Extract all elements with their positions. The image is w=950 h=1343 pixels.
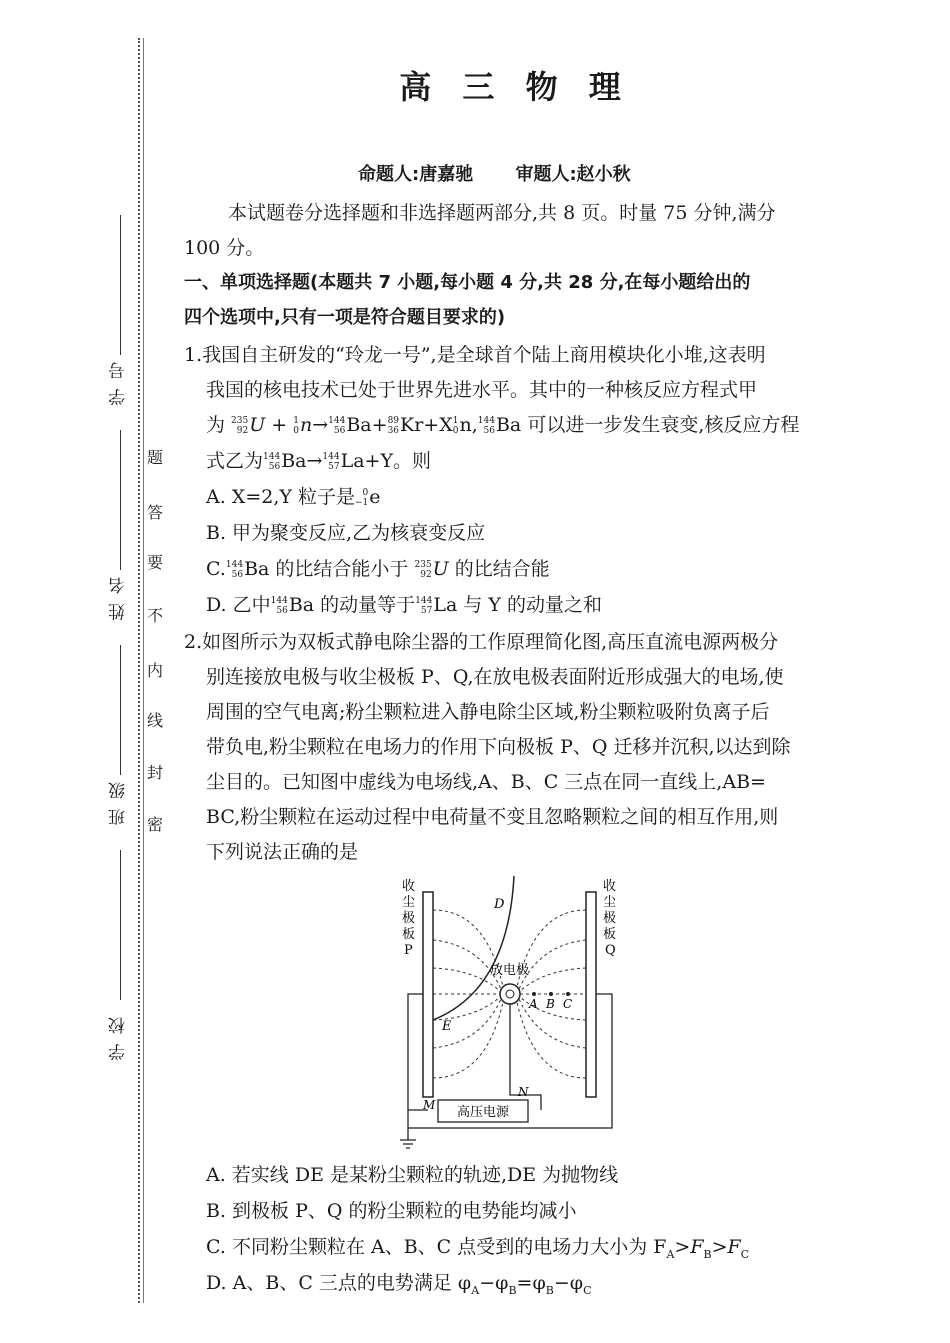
q2-line: 别连接放电极与收尘极板 P、Q,在放电极表面附近形成强大的电场,使 (206, 666, 784, 688)
text: 的比结合能小于 (269, 558, 415, 580)
nuclide-sup-sub: 1 0 (452, 416, 459, 436)
electrostatic-precipitator-figure (396, 870, 636, 1154)
label-char: 收 (402, 879, 416, 894)
seal-char: 线 (147, 711, 164, 730)
q2-line: 周围的空气电离;粉尘颗粒进入静电除尘区域,粉尘颗粒吸附负离子后 (206, 701, 770, 723)
point-d-label: D (494, 897, 505, 912)
label-char: 收 (603, 879, 617, 894)
nuclide-sup-sub: 144 56 (225, 560, 244, 580)
label-char: P (404, 943, 413, 958)
text: , (471, 414, 478, 436)
xuexiao-blank (120, 850, 121, 1000)
section-heading (184, 268, 750, 294)
xingming-blank (120, 430, 121, 570)
nuclide-sup-sub: 235 92 (414, 560, 432, 580)
nuclide-sup-sub: 0 −1 (354, 488, 369, 508)
label-char: 板 (603, 927, 617, 942)
nuclide-sup-sub: 144 57 (415, 596, 433, 616)
binding-solid-line (143, 38, 144, 1303)
q2-option-c: C. 不同粉尘颗粒在 A、B、C 点受到的电场力大小为 $F_A>F_B>F_C$ (206, 1236, 750, 1261)
text: 为 (206, 414, 232, 436)
seal-char: 要 (147, 553, 164, 572)
plate-p-label (402, 878, 415, 958)
text: 可以进一步发生衰变,核反应方程 (527, 414, 800, 436)
q1-equation-line: 为 235 92 U + 1 0 n→ 144 56 Ba+ 89 36 Kr+X 1 0 n, 144 56 Ba 可以进一步发生衰变,核反应方程 (206, 414, 800, 436)
q2-line: 尘目的。已知图中虚线为电场线,A、B、C 三点在同一直线上,AB= (206, 771, 766, 793)
seal-char: 不 (147, 606, 164, 625)
power-supply-label: 高压电源 (456, 1105, 510, 1120)
q2-option-a: A. 若实线 DE 是某粉尘颗粒的轨迹,DE 为抛物线 (206, 1164, 619, 1186)
point-c (566, 992, 570, 996)
q2-line: 下列说法正确的是 (206, 841, 359, 863)
point-m-label: M (423, 1098, 436, 1112)
q2-option-d: D. A、B、C 三点的电势满足 $\varphi_A-\varphi_B=\varphi_B-\varphi_C$ (206, 1272, 592, 1297)
intro-line: 100 分。 (184, 237, 265, 259)
q2-line: 2.如图所示为双板式静电除尘器的工作原理简化图,高压直流电源两极分 (184, 631, 779, 653)
seal-char: 封 (147, 763, 164, 782)
nuclide-sup-sub: 144 56 (263, 452, 281, 472)
discharge-electrode (500, 984, 520, 1004)
point-c-label: C (563, 997, 573, 1011)
text: 的动量等于 (314, 594, 416, 616)
xuexiao-label: 学 校 (109, 1015, 129, 1061)
point-a (532, 992, 536, 996)
section-heading-text: 一、单项选择题(本题共 7 小题,每小题 4 分,共 28 分,在每小题给出的 (184, 272, 751, 293)
q1-line: 式乙为 144 56 Ba→ 144 57 La+Y。则 (206, 450, 432, 472)
text: 式乙为 (206, 450, 264, 472)
section-heading: 四个选项中,只有一项是符合题目要求的) (184, 307, 506, 328)
seal-char: 题 (147, 448, 164, 467)
authors (358, 160, 667, 186)
q1-line: 1.我国自主研发的“玲龙一号”,是全球首个陆上商用模块化小堆,这表明 (184, 344, 766, 366)
point-b (549, 992, 553, 996)
label-char: 极 (603, 911, 617, 926)
plate-q-label (603, 878, 616, 958)
setter: 命题人:唐嘉驰 (358, 164, 474, 185)
seal-char: 内 (147, 661, 164, 680)
intro-line: 本试题卷分选择题和非选择题两部分,共 8 页。时量 75 分钟,满分 (228, 202, 776, 224)
point-b-label: B (546, 997, 555, 1011)
label-char: Q (605, 943, 616, 958)
point-a-label: A (529, 997, 538, 1011)
text: D. A、B、C 三点的电势满足 φ (206, 1272, 472, 1294)
electrode-label: 放电极 (490, 963, 530, 978)
xingming-label: 姓 名 (109, 575, 129, 621)
nuclide-sup-sub: 144 56 (270, 596, 288, 616)
text: D. 乙中 (206, 594, 271, 616)
xuehao-blank (120, 215, 121, 355)
nuclide-sup-sub: 1 0 (293, 416, 299, 436)
nuclide-sup-sub: 144 56 (328, 416, 346, 436)
label-char: 极 (402, 911, 416, 926)
seal-char: 答 (147, 503, 164, 522)
text: C. (206, 558, 226, 580)
q1-option-a: A. X=2,Y 粒子是 0 −1 e (206, 486, 381, 508)
plate-q (586, 892, 596, 1097)
q1-line: 我国的核电技术已处于世界先进水平。其中的一种核反应方程式甲 (206, 379, 758, 401)
text: 的比结合能 (448, 558, 550, 580)
seal-char: 密 (147, 815, 164, 834)
nuclide-sup-sub: 235 92 (231, 416, 249, 436)
label-char: 板 (402, 927, 416, 942)
text: 与 Y 的动量之和 (457, 594, 602, 616)
text: A. X=2,Y 粒子是 (206, 486, 355, 508)
page-title: 高 三 物 理 (399, 68, 631, 106)
binding-dotted-line (138, 38, 140, 1303)
banji-blank (120, 645, 121, 775)
figure-svg (396, 870, 636, 1150)
xuehao-label: 学 号 (109, 360, 129, 406)
text: C. 不同粉尘颗粒在 A、B、C 点受到的电场力大小为 F (206, 1236, 667, 1258)
q2-line: BC,粉尘颗粒在运动过程中电荷量不变且忽略颗粒之间的相互作用,则 (206, 806, 779, 828)
point-n-label: N (518, 1085, 529, 1099)
q2-option-b: B. 到极板 P、Q 的粉尘颗粒的电势能均减小 (206, 1200, 577, 1222)
q1-option-c: C. 144 56 Ba 的比结合能小于 235 92 U 的比结合能 (206, 558, 550, 580)
reviewer: 审题人:赵小秋 (515, 164, 631, 185)
nuclide-sup-sub: 144 57 (322, 452, 340, 472)
q2-line: 带负电,粉尘颗粒在电场力的作用下向极板 P、Q 迁移并沉积,以达到除 (206, 736, 791, 758)
text: 。则 (393, 450, 432, 472)
nuclide-sup-sub: 89 36 (387, 416, 400, 436)
q1-option-d: D. 乙中 144 56 Ba 的动量等于 144 57 La 与 Y 的动量之和 (206, 594, 602, 616)
plate-p (423, 892, 433, 1097)
banji-label: 班 级 (109, 780, 129, 826)
label-char: 尘 (603, 895, 617, 910)
q1-option-b: B. 甲为聚变反应,乙为核衰变反应 (206, 522, 486, 544)
point-e-label: E (442, 1019, 452, 1034)
label-char: 尘 (402, 895, 416, 910)
nuclide-sup-sub: 144 56 (477, 416, 495, 436)
